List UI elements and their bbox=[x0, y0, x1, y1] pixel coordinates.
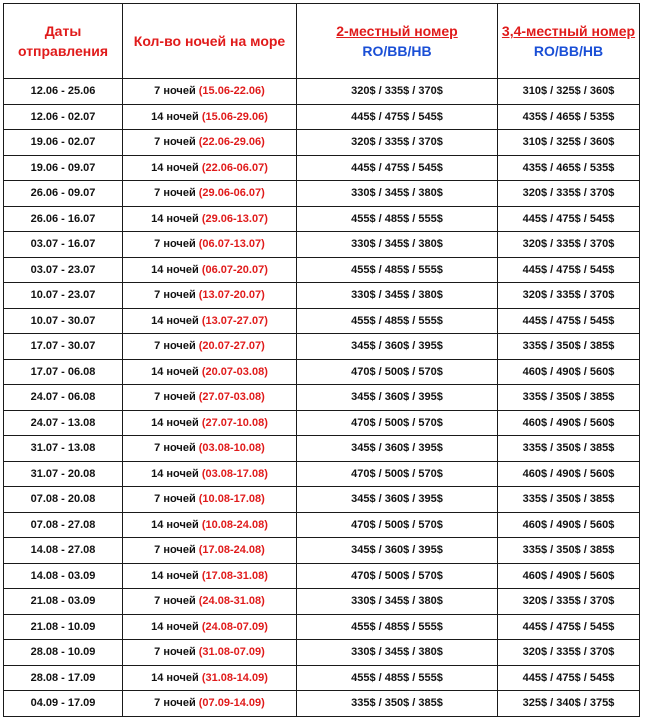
table-row bbox=[4, 257, 640, 283]
cell-double-price: 470$ / 500$ / 570$ bbox=[297, 512, 498, 538]
cell-dates: 03.07 - 23.07 bbox=[4, 257, 123, 283]
table-row bbox=[4, 206, 640, 232]
nights-range: (03.08-10.08) bbox=[198, 442, 265, 455]
nights-range: (24.08-07.09) bbox=[201, 620, 268, 633]
cell-nights bbox=[123, 614, 297, 640]
cell-dates: 26.06 - 16.07 bbox=[4, 206, 123, 232]
cell-nights bbox=[123, 385, 297, 411]
cell-double-price: 470$ / 500$ / 570$ bbox=[297, 563, 498, 589]
header-row bbox=[4, 4, 640, 79]
cell-triple-price: 320$ / 335$ / 370$ bbox=[498, 232, 640, 258]
nights-range: (10.08-24.08) bbox=[201, 518, 268, 531]
cell-double-price: 445$ / 475$ / 545$ bbox=[297, 155, 498, 181]
table-row bbox=[4, 359, 640, 385]
cell-triple-price: 445$ / 475$ / 545$ bbox=[498, 308, 640, 334]
nights-range: (22.06-06.07) bbox=[201, 161, 268, 174]
cell-dates: 31.07 - 20.08 bbox=[4, 461, 123, 487]
nights-count: 14 ночей bbox=[151, 671, 199, 684]
table-row bbox=[4, 79, 640, 105]
cell-dates: 24.07 - 13.08 bbox=[4, 410, 123, 436]
cell-triple-price: 310$ / 325$ / 360$ bbox=[498, 130, 640, 156]
table-row bbox=[4, 665, 640, 691]
cell-dates: 24.07 - 06.08 bbox=[4, 385, 123, 411]
cell-dates: 28.08 - 17.09 bbox=[4, 665, 123, 691]
cell-dates: 03.07 - 16.07 bbox=[4, 232, 123, 258]
cell-nights bbox=[123, 563, 297, 589]
nights-range: (22.06-29.06) bbox=[198, 136, 265, 149]
cell-double-price: 330$ / 345$ / 380$ bbox=[297, 283, 498, 309]
cell-triple-price: 320$ / 335$ / 370$ bbox=[498, 283, 640, 309]
cell-nights bbox=[123, 691, 297, 717]
nights-count: 7 ночей bbox=[154, 136, 196, 149]
cell-triple-price: 335$ / 350$ / 385$ bbox=[498, 487, 640, 513]
nights-range: (29.06-06.07) bbox=[198, 187, 265, 200]
cell-triple-price: 320$ / 335$ / 370$ bbox=[498, 640, 640, 666]
nights-range: (13.07-20.07) bbox=[198, 289, 265, 302]
cell-nights bbox=[123, 334, 297, 360]
cell-nights bbox=[123, 487, 297, 513]
cell-triple-price: 445$ / 475$ / 545$ bbox=[498, 665, 640, 691]
table-row bbox=[4, 181, 640, 207]
nights-range: (17.08-24.08) bbox=[198, 544, 265, 557]
cell-dates: 28.08 - 10.09 bbox=[4, 640, 123, 666]
cell-dates: 14.08 - 27.08 bbox=[4, 538, 123, 564]
nights-count: 7 ночей bbox=[154, 187, 196, 200]
cell-nights bbox=[123, 181, 297, 207]
cell-double-price: 330$ / 345$ / 380$ bbox=[297, 640, 498, 666]
table-row bbox=[4, 691, 640, 717]
cell-double-price: 470$ / 500$ / 570$ bbox=[297, 410, 498, 436]
cell-double-price: 455$ / 485$ / 555$ bbox=[297, 665, 498, 691]
cell-nights bbox=[123, 232, 297, 258]
cell-triple-price: 460$ / 490$ / 560$ bbox=[498, 563, 640, 589]
header-dates: Даты отправления bbox=[4, 4, 123, 79]
table-row bbox=[4, 385, 640, 411]
nights-count: 14 ночей bbox=[151, 161, 199, 174]
nights-count: 7 ночей bbox=[154, 493, 196, 506]
nights-count: 7 ночей bbox=[154, 238, 196, 251]
cell-dates: 17.07 - 06.08 bbox=[4, 359, 123, 385]
nights-count: 7 ночей bbox=[154, 646, 196, 659]
header-double-sub: RO/BB/HB bbox=[362, 43, 432, 59]
header-triple-room bbox=[498, 4, 640, 79]
cell-triple-price: 320$ / 335$ / 370$ bbox=[498, 589, 640, 615]
cell-triple-price: 445$ / 475$ / 545$ bbox=[498, 257, 640, 283]
nights-count: 7 ночей bbox=[154, 391, 196, 404]
header-triple-title: 3,4-местный номер bbox=[501, 23, 636, 39]
nights-count: 14 ночей bbox=[151, 263, 199, 276]
cell-nights bbox=[123, 410, 297, 436]
nights-range: (29.06-13.07) bbox=[201, 212, 268, 225]
cell-triple-price: 320$ / 335$ / 370$ bbox=[498, 181, 640, 207]
cell-nights bbox=[123, 155, 297, 181]
cell-triple-price: 460$ / 490$ / 560$ bbox=[498, 512, 640, 538]
cell-dates: 21.08 - 10.09 bbox=[4, 614, 123, 640]
header-nights: Кол-во ночей на море bbox=[123, 4, 297, 79]
nights-count: 14 ночей bbox=[151, 416, 199, 429]
cell-nights bbox=[123, 359, 297, 385]
cell-triple-price: 435$ / 465$ / 535$ bbox=[498, 104, 640, 130]
cell-dates: 10.07 - 30.07 bbox=[4, 308, 123, 334]
header-double-title: 2-местный номер bbox=[336, 23, 458, 39]
cell-double-price: 330$ / 345$ / 380$ bbox=[297, 232, 498, 258]
cell-double-price: 335$ / 350$ / 385$ bbox=[297, 691, 498, 717]
nights-count: 7 ночей bbox=[154, 85, 196, 98]
cell-double-price: 455$ / 485$ / 555$ bbox=[297, 308, 498, 334]
nights-count: 7 ночей bbox=[154, 697, 196, 710]
table-row bbox=[4, 640, 640, 666]
table-row bbox=[4, 334, 640, 360]
cell-dates: 26.06 - 09.07 bbox=[4, 181, 123, 207]
table-row bbox=[4, 104, 640, 130]
nights-count: 7 ночей bbox=[154, 340, 196, 353]
nights-count: 14 ночей bbox=[151, 314, 199, 327]
nights-range: (15.06-29.06) bbox=[201, 110, 268, 123]
cell-double-price: 470$ / 500$ / 570$ bbox=[297, 359, 498, 385]
cell-nights bbox=[123, 436, 297, 462]
cell-triple-price: 435$ / 465$ / 535$ bbox=[498, 155, 640, 181]
cell-dates: 04.09 - 17.09 bbox=[4, 691, 123, 717]
cell-double-price: 345$ / 360$ / 395$ bbox=[297, 385, 498, 411]
nights-count: 7 ночей bbox=[154, 595, 196, 608]
cell-nights bbox=[123, 589, 297, 615]
nights-range: (06.07-20.07) bbox=[201, 263, 268, 276]
cell-nights bbox=[123, 206, 297, 232]
cell-double-price: 320$ / 335$ / 370$ bbox=[297, 130, 498, 156]
cell-double-price: 330$ / 345$ / 380$ bbox=[297, 181, 498, 207]
cell-dates: 12.06 - 25.06 bbox=[4, 79, 123, 105]
cell-double-price: 470$ / 500$ / 570$ bbox=[297, 461, 498, 487]
table-row bbox=[4, 538, 640, 564]
header-triple-sub: RO/BB/HB bbox=[533, 43, 604, 59]
cell-nights bbox=[123, 640, 297, 666]
cell-dates: 12.06 - 02.07 bbox=[4, 104, 123, 130]
cell-dates: 17.07 - 30.07 bbox=[4, 334, 123, 360]
cell-double-price: 455$ / 485$ / 555$ bbox=[297, 257, 498, 283]
nights-range: (07.09-14.09) bbox=[198, 697, 265, 710]
table-row bbox=[4, 410, 640, 436]
cell-triple-price: 445$ / 475$ / 545$ bbox=[498, 614, 640, 640]
cell-triple-price: 335$ / 350$ / 385$ bbox=[498, 436, 640, 462]
cell-nights bbox=[123, 461, 297, 487]
nights-range: (20.07-27.07) bbox=[198, 340, 265, 353]
table-row bbox=[4, 283, 640, 309]
table-row bbox=[4, 130, 640, 156]
cell-double-price: 345$ / 360$ / 395$ bbox=[297, 334, 498, 360]
cell-triple-price: 335$ / 350$ / 385$ bbox=[498, 385, 640, 411]
cell-triple-price: 310$ / 325$ / 360$ bbox=[498, 79, 640, 105]
cell-nights bbox=[123, 130, 297, 156]
cell-double-price: 455$ / 485$ / 555$ bbox=[297, 206, 498, 232]
cell-double-price: 445$ / 475$ / 545$ bbox=[297, 104, 498, 130]
table-row bbox=[4, 614, 640, 640]
table-row bbox=[4, 563, 640, 589]
nights-range: (31.08-14.09) bbox=[201, 671, 268, 684]
cell-dates: 10.07 - 23.07 bbox=[4, 283, 123, 309]
cell-nights bbox=[123, 308, 297, 334]
nights-count: 7 ночей bbox=[154, 289, 196, 302]
cell-nights bbox=[123, 665, 297, 691]
cell-triple-price: 335$ / 350$ / 385$ bbox=[498, 334, 640, 360]
nights-count: 14 ночей bbox=[151, 110, 199, 123]
nights-range: (06.07-13.07) bbox=[198, 238, 265, 251]
cell-triple-price: 460$ / 490$ / 560$ bbox=[498, 359, 640, 385]
nights-range: (20.07-03.08) bbox=[201, 365, 268, 378]
table-row bbox=[4, 232, 640, 258]
nights-count: 7 ночей bbox=[154, 544, 196, 557]
cell-dates: 21.08 - 03.09 bbox=[4, 589, 123, 615]
cell-dates: 07.08 - 27.08 bbox=[4, 512, 123, 538]
cell-dates: 19.06 - 09.07 bbox=[4, 155, 123, 181]
cell-dates: 31.07 - 13.08 bbox=[4, 436, 123, 462]
nights-count: 14 ночей bbox=[151, 212, 199, 225]
nights-count: 7 ночей bbox=[154, 442, 196, 455]
cell-double-price: 345$ / 360$ / 395$ bbox=[297, 487, 498, 513]
table-row bbox=[4, 512, 640, 538]
cell-triple-price: 325$ / 340$ / 375$ bbox=[498, 691, 640, 717]
cell-double-price: 455$ / 485$ / 555$ bbox=[297, 614, 498, 640]
cell-nights bbox=[123, 538, 297, 564]
nights-count: 14 ночей bbox=[151, 620, 199, 633]
nights-count: 14 ночей bbox=[151, 518, 199, 531]
nights-range: (24.08-31.08) bbox=[198, 595, 265, 608]
cell-double-price: 330$ / 345$ / 380$ bbox=[297, 589, 498, 615]
cell-nights bbox=[123, 283, 297, 309]
table-row bbox=[4, 589, 640, 615]
cell-dates: 19.06 - 02.07 bbox=[4, 130, 123, 156]
nights-count: 14 ночей bbox=[151, 569, 199, 582]
price-table bbox=[3, 3, 640, 717]
cell-triple-price: 335$ / 350$ / 385$ bbox=[498, 538, 640, 564]
table-row bbox=[4, 155, 640, 181]
cell-nights bbox=[123, 79, 297, 105]
nights-range: (15.06-22.06) bbox=[198, 85, 265, 98]
cell-triple-price: 445$ / 475$ / 545$ bbox=[498, 206, 640, 232]
cell-double-price: 320$ / 335$ / 370$ bbox=[297, 79, 498, 105]
cell-triple-price: 460$ / 490$ / 560$ bbox=[498, 461, 640, 487]
nights-count: 14 ночей bbox=[151, 467, 199, 480]
cell-double-price: 345$ / 360$ / 395$ bbox=[297, 538, 498, 564]
cell-nights bbox=[123, 257, 297, 283]
nights-range: (03.08-17.08) bbox=[201, 467, 268, 480]
nights-range: (13.07-27.07) bbox=[201, 314, 268, 327]
cell-double-price: 345$ / 360$ / 395$ bbox=[297, 436, 498, 462]
table-row bbox=[4, 436, 640, 462]
cell-nights bbox=[123, 512, 297, 538]
header-double-room bbox=[297, 4, 498, 79]
nights-range: (31.08-07.09) bbox=[198, 646, 265, 659]
nights-range: (17.08-31.08) bbox=[201, 569, 268, 582]
cell-triple-price: 460$ / 490$ / 560$ bbox=[498, 410, 640, 436]
nights-range: (10.08-17.08) bbox=[198, 493, 265, 506]
cell-dates: 07.08 - 20.08 bbox=[4, 487, 123, 513]
cell-dates: 14.08 - 03.09 bbox=[4, 563, 123, 589]
table-row bbox=[4, 461, 640, 487]
table-row bbox=[4, 308, 640, 334]
nights-range: (27.07-03.08) bbox=[198, 391, 265, 404]
nights-count: 14 ночей bbox=[151, 365, 199, 378]
nights-range: (27.07-10.08) bbox=[201, 416, 268, 429]
cell-nights bbox=[123, 104, 297, 130]
table-row bbox=[4, 487, 640, 513]
